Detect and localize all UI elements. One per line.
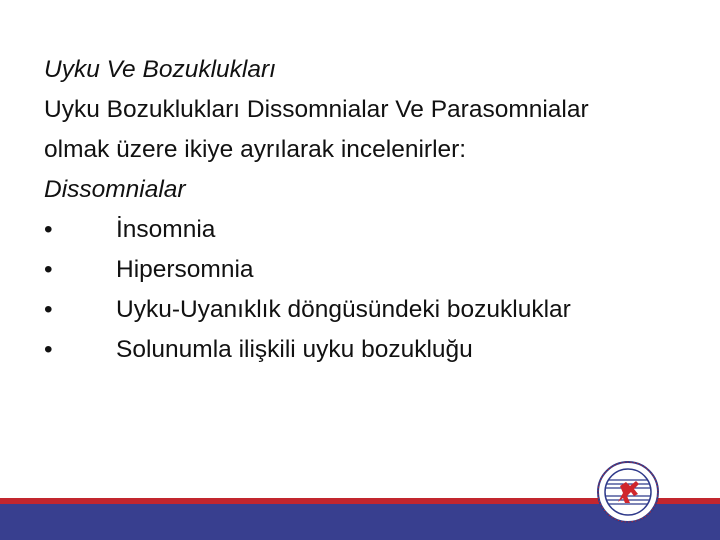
- intro-line-1: Uyku Bozuklukları Dissomnialar Ve Parasomnialar: [44, 96, 589, 123]
- list-item: [44, 330, 684, 370]
- list-item-text: Solunumla ilişkili uyku bozukluğu: [116, 336, 473, 363]
- bullet-icon: •: [44, 296, 53, 323]
- bullet-icon: •: [44, 256, 53, 283]
- list-item-text: İnsomnia: [116, 216, 216, 243]
- slide-title: Uyku Ve Bozuklukları: [44, 56, 276, 83]
- list-item-text: Hipersomnia: [116, 256, 254, 283]
- bullet-icon: •: [44, 216, 53, 243]
- list-item: [44, 250, 684, 290]
- intro-line-2: olmak üzere ikiye ayrılarak incelenirler:: [44, 136, 467, 163]
- list-item-text: Uyku-Uyanıklık döngüsündeki bozukluklar: [116, 296, 571, 323]
- university-seal-icon: [596, 460, 660, 524]
- bullet-icon: •: [44, 336, 53, 363]
- list-item: [44, 290, 684, 330]
- slide-content: [44, 50, 684, 370]
- list-item: [44, 210, 684, 250]
- subheading: Dissomnialar: [44, 176, 186, 203]
